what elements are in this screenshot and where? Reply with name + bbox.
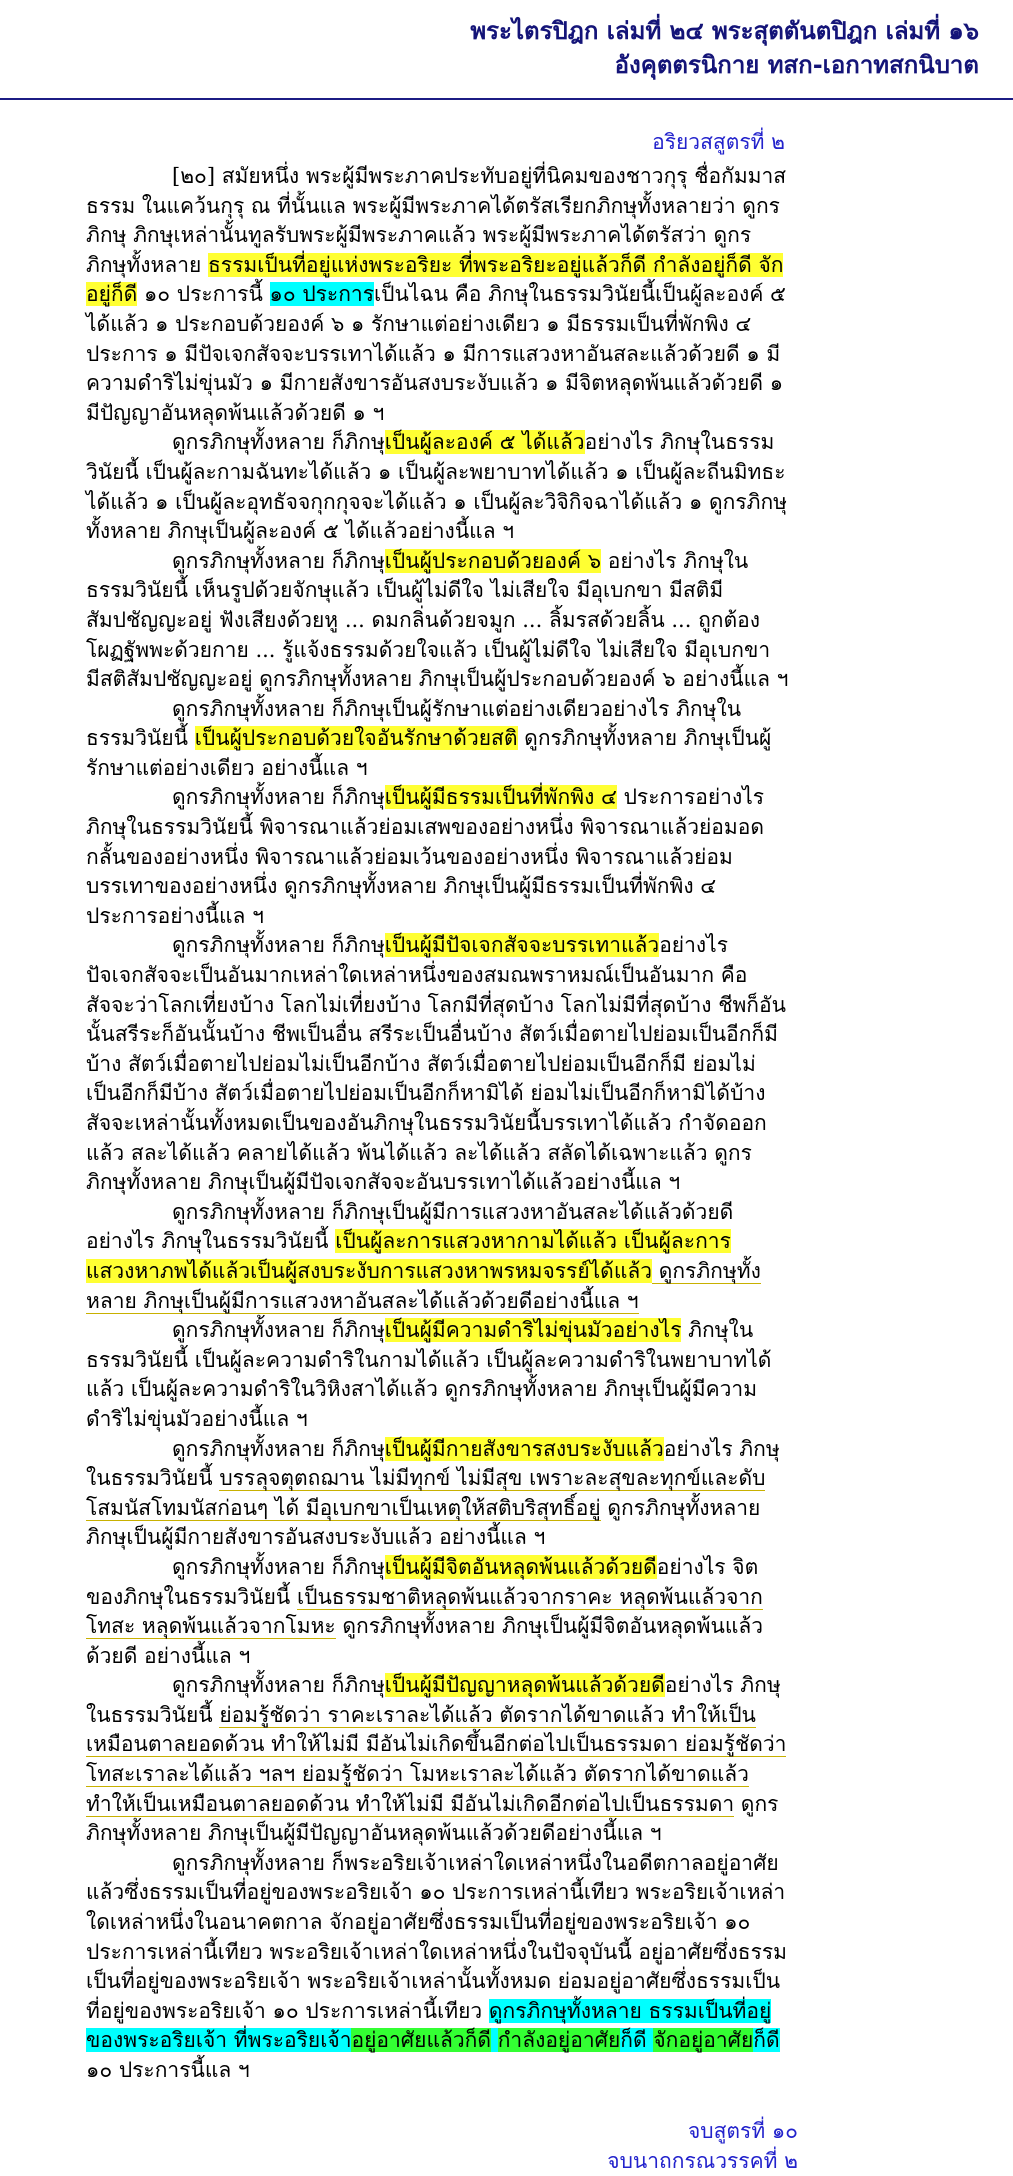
- highlighted-text: บรรลุจตุตถฌาน ไม่มีทุกข์ ไม่มีสุข เพราะละสุขละทุกข์และดับโสมนัสโทมนัสก่อนๆ ได้ มีอุเบกขาเป็นเหตุให้สติบริสุทธิ์อยู่: [86, 1466, 766, 1520]
- sutta-paragraph: [86, 1849, 789, 2086]
- sutta-paragraph: [86, 1671, 789, 1849]
- sutta-body: [0, 158, 789, 2086]
- text-run: อย่างไร ปัจเจกสัจจะเป็นอันมากเหล่าใดเหล่าหนึ่งของสมณพราหมณ์เป็นอันมาก คือ สัจจะว่าโลกเที่ยงบ้าง โลกไม่เที่ยงบ้าง โลกมีที่สุดบ้าง โลกไม่มีที่สุดบ้าง ชีพก็อันนั้นสรีระก็อันนั้นบ้าง ชีพเป็นอื่น สรีระเป็นอื่นบ้าง สัตว์เมื่อตายไปย่อมเป็นอีกก็มีบ้าง สัตว์เมื่อตายไปย่อมไม่เป็นอีกบ้าง สัตว์เมื่อตายไปย่อมเป็นอีกก็มี ย่อมไม่เป็นอีกก็มีบ้าง สัตว์เมื่อตายไปย่อมเป็นอีกก็หามิได้ ย่อมไม่เป็นอีกก็หามิได้บ้าง สัจจะเหล่านั้นทั้งหมดเป็นของอันภิกษุในธรรมวินัยนี้บรรเทาได้แล้ว กำจัดออกแล้ว สละได้แล้ว คลายได้แล้ว พ้นได้แล้ว ละได้แล้ว สลัดได้เฉพาะแล้ว ดูกรภิกษุทั้งหลาย ภิกษุเป็นผู้มีปัจเจกสัจจะอันบรรเทาได้แล้วอย่างนี้แล ฯ: [86, 933, 786, 1195]
- text-run: ดูกรภิกษุทั้งหลาย ภิกษุเป็นผู้รักษาแต่อย่างเดียว อย่างนี้แล ฯ: [86, 726, 772, 780]
- text-run: เป็นไฉน คือ ภิกษุในธรรมวินัยนี้เป็นผู้ละองค์ ๕ ได้แล้ว ๑ ประกอบด้วยองค์ ๖ ๑ รักษาแต่อย่างเดียว ๑ มีธรรมเป็นที่พักพิง ๔ ประการ ๑ มีปัจเจกสัจจะบรรเทาได้แล้ว ๑ มีการแสวงหาอันสละแล้วด้วยดี ๑ มีความดำริไม่ขุ่นมัว ๑ มีกายสังขารอันสงบระงับแล้ว ๑ มีจิตหลุดพ้นแล้วด้วยดี ๑ มีปัญญาอันหลุดพ้นแล้วด้วยดี ๑ ฯ: [86, 282, 786, 425]
- highlighted-text: เป็นผู้ละองค์ ๕ ได้แล้ว: [384, 430, 585, 455]
- text-run: ดูกรภิกษุทั้งหลาย ก็ภิกษุ: [172, 548, 385, 573]
- highlighted-text: เป็นผู้มีกายสังขารสงบระงับแล้ว: [384, 1436, 664, 1461]
- text-run: ภิกษุในธรรมวินัยนี้ เป็นผู้ละความดำริในกามได้แล้ว เป็นผู้ละความดำริในพยาบาทได้แล้ว เป็นผู้ละความดำริในวิหิงสาได้แล้ว ดูกรภิกษุทั้งหลาย ภิกษุเป็นผู้มีความดำริไม่ขุ่นมัวอย่างนี้แล ฯ: [86, 1318, 772, 1431]
- header-nikaya-line: อังคุตตรนิกาย ทสก-เอกาทสกนิบาต: [614, 51, 979, 79]
- text-run: ดูกรภิกษุทั้งหลาย ภิกษุเป็นผู้มีกายสังขารอันสงบระงับแล้ว อย่างนี้แล ฯ: [86, 1495, 761, 1550]
- text-run: อย่างไร จิตของภิกษุในธรรมวินัยนี้: [86, 1554, 759, 1609]
- end-sutta-label: จบสูตรที่ ๑๐: [687, 2118, 798, 2143]
- text-run: ประการอย่างไร ภิกษุในธรรมวินัยนี้ พิจารณาแล้วย่อมเสพของอย่างหนึ่ง พิจารณาแล้วย่อมอดกลั้นของอย่างหนึ่ง พิจารณาแล้วย่อมเว้นของอย่างหนึ่ง พิจารณาแล้วย่อมบรรเทาของอย่างหนึ่ง ดูกรภิกษุทั้งหลาย ภิกษุเป็นผู้มีธรรมเป็นที่พักพิง ๔ ประการอย่างนี้แล ฯ: [86, 785, 765, 928]
- end-vagga-label: จบนาถกรณวรรคที่ ๒: [607, 2148, 798, 2173]
- text-run: ดูกรภิกษุทั้งหลาย ก็ภิกษุ: [172, 785, 385, 810]
- text-run: อย่างไร ภิกษุในธรรมวินัยนี้ เป็นผู้ละกามฉันทะได้แล้ว ๑ เป็นผู้ละพยาบาทได้แล้ว ๑ เป็นผู้ละถีนมิทธะได้แล้ว ๑ เป็นผู้ละอุทธัจจกุกกุจจะได้แล้ว ๑ เป็นผู้ละวิจิกิจฉาได้แล้ว ๑ ดูกรภิกษุทั้งหลาย ภิกษุเป็นผู้ละองค์ ๕ ได้แล้วอย่างนี้แล ฯ: [86, 430, 788, 544]
- text-run: ดูกรภิกษุทั้งหลาย ก็ภิกษุ: [172, 1436, 385, 1461]
- highlighted-text: เป็นผู้ประกอบด้วยใจอันรักษาด้วยสติ: [194, 726, 518, 751]
- highlighted-text: เป็นธรรมชาติหลุดพ้นแล้วจากราคะ หลุดพ้นแล้วจากโทสะ หลุดพ้นแล้วจากโมหะ: [86, 1584, 763, 1639]
- highlighted-text: ๑๐ ประการ: [269, 282, 374, 307]
- sutta-paragraph: [86, 428, 789, 546]
- highlighted-text: เป็นผู้มีปัญญาหลุดพ้นแล้วด้วยดี: [384, 1673, 665, 1698]
- sutta-paragraph: [86, 783, 789, 931]
- text-run: ดูกรภิกษุทั้งหลาย ก็พระอริยเจ้าเหล่าใดเหล่าหนึ่งในอดีตกาลอยู่อาศัยแล้วซึ่งธรรมเป็นที่อยู่ของพระอริยเจ้า ๑๐ ประการเหล่านี้เทียว พระอริยเจ้าเหล่าใดเหล่าหนึ่งในอนาคตกาล จักอยู่อาศัยซึ่งธรรมเป็นที่อยู่ของพระอริยเจ้า ๑๐ ประการเหล่านี้เทียว พระอริยเจ้าเหล่าใดเหล่าหนึ่งในปัจจุบันนี้ อยู่อาศัยซึ่งธรรมเป็นที่อยู่ของพระอริยเจ้า พระอริยเจ้าเหล่านั้นทั้งหมด ย่อมอยู่อาศัยซึ่งธรรมเป็นที่อยู่ของพระอริยเจ้า ๑๐ ประการเหล่านี้เทียว: [86, 1850, 788, 2023]
- text-run: ดูกรภิกษุทั้งหลาย ก็ภิกษุ: [172, 1554, 385, 1579]
- text-run: ดูกรภิกษุทั้งหลาย ก็ภิกษุ: [172, 1673, 385, 1698]
- text-run: อย่างไร ภิกษุในธรรมวินัยนี้: [86, 1673, 781, 1727]
- highlighted-text: ดูกรภิกษุทั้งหลาย ธรรมเป็นที่อยู่ของพระอริยเจ้า ที่พระอริยเจ้า: [86, 1998, 772, 2053]
- sutta-paragraph: [86, 1553, 789, 1671]
- text-run: อย่างไร ภิกษุในธรรมวินัยนี้: [86, 1436, 780, 1491]
- highlighted-text: ย่อมรู้ชัดว่า ราคะเราละได้แล้ว ตัดรากได้ขาดแล้ว ทำให้เป็นเหมือนตาลยอดด้วน ทำให้ไม่มี มีอันไม่เกิดขึ้นอีกต่อไปเป็นธรรมดา ย่อมรู้ชัดว่า โทสะเราละได้แล้ว ฯลฯ ย่อมรู้ชัดว่า โมหะเราละได้แล้ว ตัดรากได้ขาดแล้ว ทำให้เป็นเหมือนตาลยอดด้วน ทำให้ไม่มี มีอันไม่เกิดอีกต่อไปเป็นธรรมดา: [86, 1702, 787, 1816]
- highlighted-text: กำลังอยู่อาศัย: [497, 2028, 621, 2053]
- text-run: ๑๐ ประการนี้: [137, 282, 270, 307]
- sutta-paragraph: [86, 695, 789, 784]
- sutta-paragraph: [86, 1435, 789, 1553]
- text-run: ดูกรภิกษุทั้งหลาย ก็ภิกษุเป็นผู้มีการแสวงหาอันสละได้แล้วด้วยดีอย่างไร ภิกษุในธรรมวินัยนี้: [86, 1199, 734, 1254]
- highlighted-text: เป็นผู้มีปัจเจกสัจจะบรรเทาแล้ว: [384, 933, 660, 958]
- text-run: ดูกรภิกษุทั้งหลาย ก็ภิกษุ: [172, 1318, 385, 1343]
- sutta-paragraph: [86, 1316, 789, 1434]
- text-run: [๒๐] สมัยหนึ่ง พระผู้มีพระภาคประทับอยู่ที่นิคมของชาวกุรุ ชื่อกัมมาสธรรม ในแคว้นกุรุ ณ ที่นั้นแล พระผู้มีพระภาคได้ตรัสเรียกภิกษุทั้งหลายว่า ดูกรภิกษุ ภิกษุเหล่านั้นทูลรับพระผู้มีพระภาคแล้ว พระผู้มีพระภาคได้ตรัสว่า ดูกรภิกษุทั้งหลาย: [86, 164, 787, 277]
- page-header: [0, 0, 1013, 82]
- text-run: ดูกรภิกษุทั้งหลาย ภิกษุเป็นผู้มีปัญญาอันหลุดพ้นแล้วด้วยดีอย่างนี้แล ฯ: [86, 1791, 779, 1846]
- sutta-paragraph: [86, 162, 789, 428]
- sutta-title: อริยวสสูตรที่ ๒: [652, 130, 785, 154]
- highlighted-text: จักอยู่อาศัย: [653, 2028, 754, 2053]
- highlighted-text: ก็ดี: [620, 2028, 654, 2053]
- sutta-paragraph: [86, 547, 789, 695]
- text-run: ดูกรภิกษุทั้งหลาย ภิกษุเป็นผู้มีจิตอันหลุดพ้นแล้วด้วยดี อย่างนี้แล ฯ: [86, 1614, 764, 1668]
- highlighted-text: [491, 2028, 498, 2052]
- highlighted-text: เป็นผู้มีจิตอันหลุดพ้นแล้วด้วยดี: [384, 1554, 657, 1579]
- highlighted-text: อยู่อาศัยแล้วก็ดี: [351, 2028, 491, 2053]
- highlighted-text: เป็นผู้มีความดำริไม่ขุ่นมัวอย่างไร: [384, 1318, 682, 1343]
- sutta-footer: [0, 2116, 1013, 2176]
- highlighted-text: ธรรมเป็นที่อยู่แห่งพระอริยะ ที่พระอริยะอยู่แล้วก็ดี กำลังอยู่ก็ดี จักอยู่ก็ดี: [86, 252, 784, 307]
- text-run: ดูกรภิกษุทั้งหลาย ก็ภิกษุ: [172, 933, 385, 958]
- highlighted-text: เป็นผู้ละการแสวงหากามได้แล้ว เป็นผู้ละการแสวงหาภพได้แล้วเป็นผู้สงบระงับการแสวงหาพรหมจรรย์ได้แล้ว: [86, 1229, 731, 1283]
- text-run: ดูกรภิกษุทั้งหลาย ก็ภิกษุเป็นผู้รักษาแต่อย่างเดียวอย่างไร ภิกษุในธรรมวินัยนี้: [86, 696, 742, 751]
- highlighted-text: ก็ดี: [753, 2028, 780, 2053]
- highlighted-text: เป็นผู้ประกอบด้วยองค์ ๖: [384, 548, 602, 573]
- text-run: ดูกรภิกษุทั้งหลาย ก็ภิกษุ: [172, 430, 385, 455]
- sutta-paragraph: [86, 931, 789, 1197]
- text-run: อย่างไร ภิกษุในธรรมวินัยนี้ เห็นรูปด้วยจักษุแล้ว เป็นผู้ไม่ดีใจ ไม่เสียใจ มีอุเบกขา มีสติมีสัมปชัญญะอยู่ ฟังเสียงด้วยหู ... ดมกลิ่นด้วยจมูก ... ลิ้มรสด้วยลิ้น ... ถูกต้องโผฏฐัพพะด้วยกาย ... รู้แจ้งธรรมด้วยใจแล้ว เป็นผู้ไม่ดีใจ ไม่เสียใจ มีอุเบกขา มีสติสัมปชัญญะอยู่ ดูกรภิกษุทั้งหลาย ภิกษุเป็นผู้ประกอบด้วยองค์ ๖ อย่างนี้แล ฯ: [86, 548, 789, 692]
- highlighted-text: ดูกรภิกษุทั้งหลาย ภิกษุเป็นผู้มีการแสวงหาอันสละได้แล้วด้วยดีอย่างนี้แล ฯ: [86, 1258, 761, 1313]
- header-volume-line: พระไตรปิฎก เล่มที่ ๒๔ พระสุตตันตปิฎก เล่มที่ ๑๖: [470, 17, 979, 45]
- highlighted-text: เป็นผู้มีธรรมเป็นที่พักพิง ๔: [384, 785, 617, 810]
- sutta-paragraph: [86, 1198, 789, 1316]
- text-run: ๑๐ ประการนี้แล ฯ: [86, 2058, 250, 2082]
